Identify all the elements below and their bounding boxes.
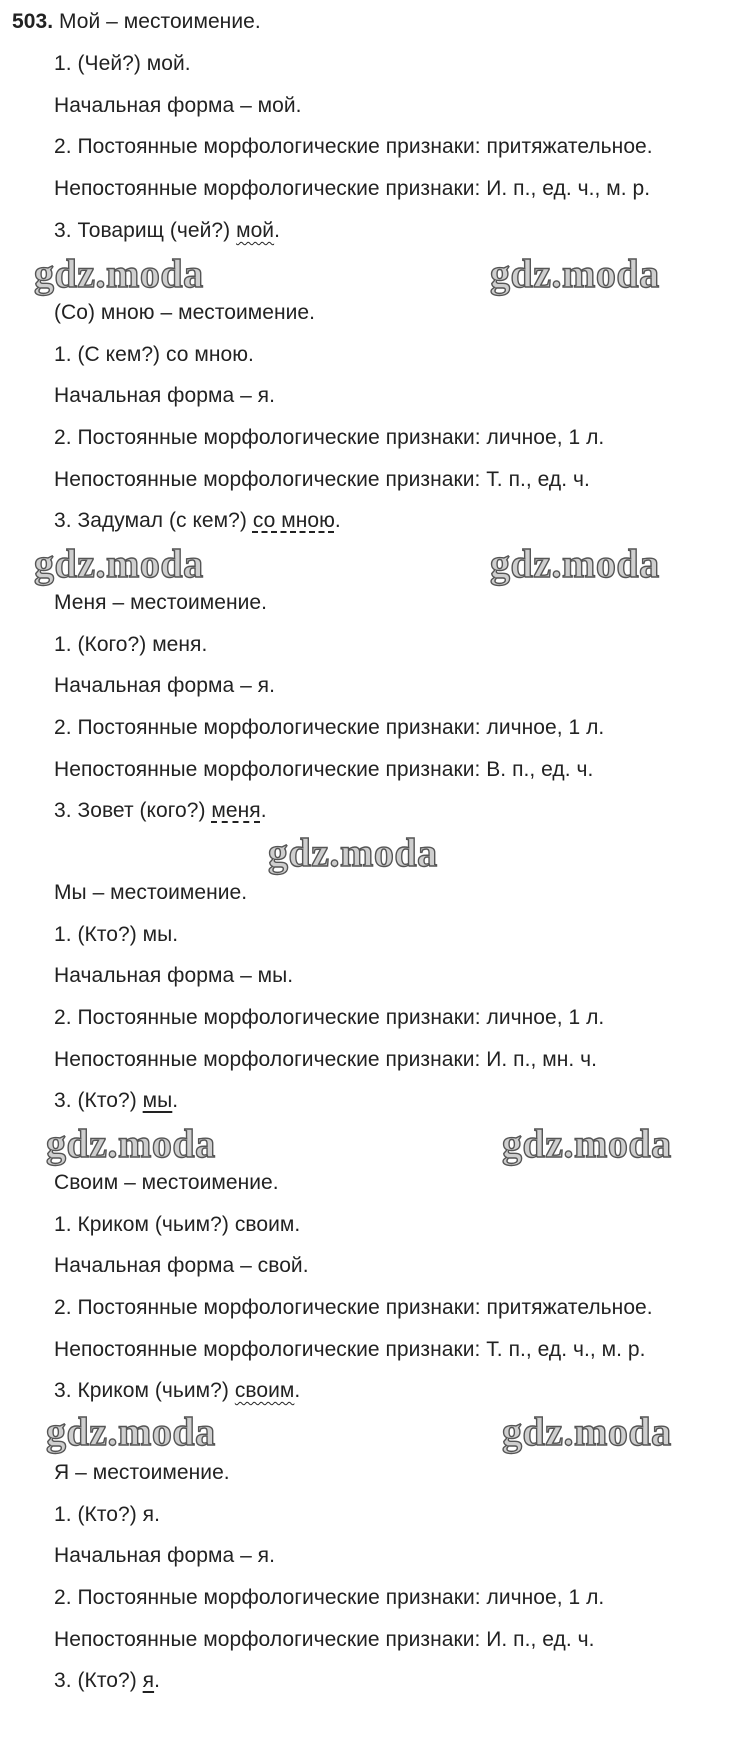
- analysis-question: 1. Криком (чьим?) своим.: [54, 1213, 301, 1236]
- sentence-role: 3. (Кто?) я.: [54, 1669, 160, 1692]
- watermark: gdz.moda: [268, 830, 438, 875]
- initial-form: Начальная форма – мы.: [54, 964, 294, 987]
- watermark: gdz.moda: [34, 251, 204, 296]
- analysis-question: 1. (С кем?) со мною.: [54, 343, 254, 366]
- sentence-role: 3. Задумал (с кем?) со мною.: [54, 509, 341, 532]
- watermark: gdz.moda: [490, 541, 660, 586]
- underlined-word: мой: [236, 219, 275, 242]
- variable-features: Непостоянные морфологические признаки: В. п., ед. ч.: [54, 758, 594, 781]
- variable-features: Непостоянные морфологические признаки: И. п., мн. ч.: [54, 1048, 598, 1071]
- underlined-word: мы: [142, 1089, 173, 1112]
- variable-features: Непостоянные морфологические признаки: Т. п., ед. ч., м. р.: [54, 1338, 646, 1361]
- analysis-question: 1. (Кто?) я.: [54, 1503, 160, 1526]
- sentence-role: 3. Товарищ (чей?) мой.: [54, 219, 280, 242]
- initial-form: Начальная форма – я.: [54, 384, 275, 407]
- watermark: gdz.moda: [502, 1121, 672, 1166]
- sentence-role: 3. (Кто?) мы.: [54, 1089, 179, 1112]
- watermark: gdz.moda: [34, 541, 204, 586]
- initial-form: Начальная форма – мой.: [54, 94, 302, 117]
- watermark: gdz.moda: [46, 1409, 216, 1454]
- block-heading: Я – местоимение.: [54, 1461, 230, 1484]
- block-heading: Мой – местоимение.: [58, 10, 261, 33]
- underlined-word: своим: [234, 1379, 295, 1402]
- sentence-role: 3. Криком (чьим?) своим.: [54, 1379, 301, 1402]
- analysis-question: 1. (Кто?) мы.: [54, 923, 179, 946]
- initial-form: Начальная форма – свой.: [54, 1254, 309, 1277]
- constant-features: 2. Постоянные морфологические признаки: личное, 1 л.: [54, 426, 605, 449]
- variable-features: Непостоянные морфологические признаки: И. п., ед. ч., м. р.: [54, 177, 651, 200]
- constant-features: 2. Постоянные морфологические признаки: личное, 1 л.: [54, 716, 605, 739]
- initial-form: Начальная форма – я.: [54, 1544, 275, 1567]
- block-heading: (Со) мною – местоимение.: [54, 301, 316, 324]
- underlined-word: со мною: [252, 509, 335, 532]
- analysis-question: 1. (Кого?) меня.: [54, 633, 208, 656]
- underlined-word: я: [142, 1669, 155, 1692]
- variable-features: Непостоянные морфологические признаки: И. п., ед. ч.: [54, 1628, 595, 1651]
- exercise-heading: [12, 9, 261, 35]
- block-heading: Своим – местоимение.: [54, 1171, 279, 1194]
- constant-features: 2. Постоянные морфологические признаки: личное, 1 л.: [54, 1586, 605, 1609]
- sentence-role: 3. Зовет (кого?) меня.: [54, 799, 267, 822]
- variable-features: Непостоянные морфологические признаки: Т. п., ед. ч.: [54, 468, 590, 491]
- initial-form: Начальная форма – я.: [54, 674, 275, 697]
- constant-features: 2. Постоянные морфологические признаки: притяжательное.: [54, 135, 653, 158]
- watermark: gdz.moda: [490, 251, 660, 296]
- watermark: gdz.moda: [46, 1121, 216, 1166]
- block-heading: Меня – местоимение.: [54, 591, 268, 614]
- watermark: gdz.moda: [502, 1409, 672, 1454]
- underlined-word: меня: [211, 799, 261, 822]
- constant-features: 2. Постоянные морфологические признаки: личное, 1 л.: [54, 1006, 605, 1029]
- exercise-number: 503.: [12, 10, 54, 33]
- analysis-question: 1. (Чей?) мой.: [54, 52, 191, 75]
- constant-features: 2. Постоянные морфологические признаки: притяжательное.: [54, 1296, 653, 1319]
- block-heading: Мы – местоимение.: [54, 881, 248, 904]
